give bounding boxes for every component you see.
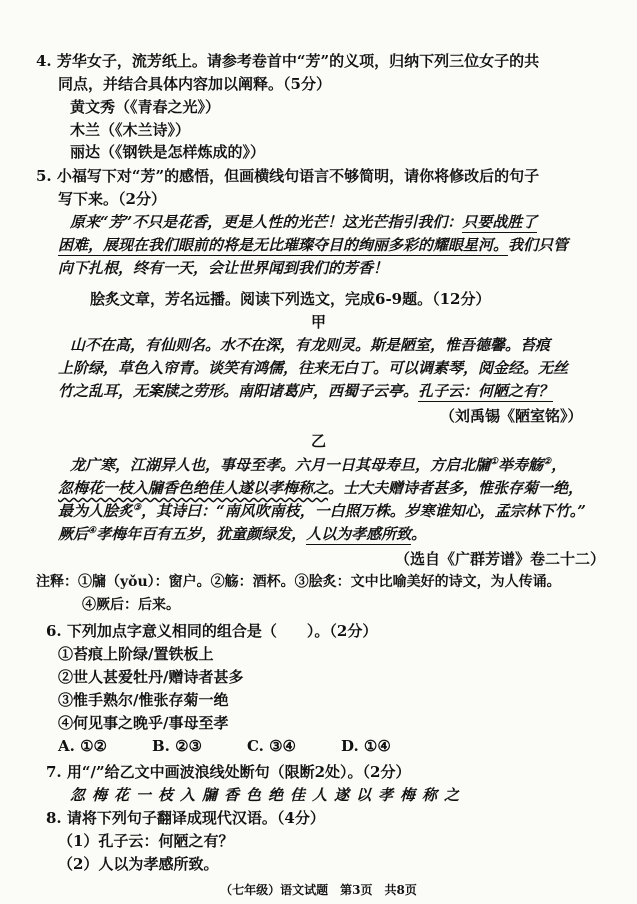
passage-jia-line3 bbox=[58, 380, 553, 402]
q4-item-1: 黄文秀（《青春之光》） bbox=[70, 98, 221, 116]
passage-yi-source: （选自《广群芳谱》卷二十二） bbox=[395, 550, 606, 568]
q4-item-2: 木兰（《木兰诗》） bbox=[70, 121, 191, 139]
note-marker: ④ bbox=[88, 526, 97, 536]
reading-intro: 脍炙文章，芳名远播。阅读下列选文，完成6-9题。（12分） bbox=[90, 290, 491, 308]
passage-yi-line2 bbox=[58, 477, 583, 499]
q8-stem: 8. 请将下列句子翻译成现代汉语。（4分） bbox=[46, 809, 325, 827]
q7-stem: 7. 用“/”给乙文中画波浪线处断句（限断2处）。（2分） bbox=[46, 763, 411, 781]
passage-jia-underlined: 孔子云：何陋之有？ bbox=[418, 382, 554, 400]
q6-option-2: ②世人甚爱牡丹/赠诗者甚多 bbox=[58, 668, 244, 686]
q4-stem-line1: 4. 芳华女子，流芳纸上。请参考卷首中“芳”的义项，归纳下列三位女子的共 bbox=[36, 52, 540, 70]
passage-jia-line2: 上阶绿，草色入帘青。谈笑有鸿儒，往来无白丁。可以调素琴，阅金经。无丝 bbox=[58, 359, 569, 377]
notes-line2: ④厥后：后来。 bbox=[82, 597, 180, 613]
note-marker: ② bbox=[543, 457, 552, 467]
passage-jia-text: 竹之乱耳，无案牍之劳形。南阳诸葛庐，西蜀子云亭。 bbox=[58, 382, 419, 400]
q4-stem-line2: 同点，并结合具体内容加以阐释。（5分） bbox=[58, 75, 331, 93]
q5-passage-line3: 向下扎根，终有一天，会让世界闻到我们的芳香！ bbox=[58, 259, 389, 277]
q5-passage-text: 我们只管 bbox=[508, 236, 569, 254]
page-footer: （七年级）语文试题 第3页 共8页 bbox=[220, 883, 417, 897]
q8-sentence-2: （2）人以为孝感所致。 bbox=[58, 855, 219, 873]
passage-yi-text: ，其诗曰：“南风吹南枝，一白照万株。岁寒谁知心，孟宗林下竹。” bbox=[141, 502, 586, 520]
passage-yi-line3 bbox=[58, 500, 586, 522]
q5-stem-line1: 5. 小福写下对“芳”的感悟，但画横线句语言不够简明，请你将修改后的句子 bbox=[36, 167, 540, 185]
passage-yi-text: 厥后 bbox=[58, 525, 89, 543]
q5-passage-text: 原来“芳”不只是花香，更是人性的光芒！这光芒指引我们： bbox=[70, 213, 463, 231]
q5-underlined-sentence-cont: 困难，展现在我们眼前的将是无比璀璨夺目的绚丽多彩的耀眼星河。 bbox=[58, 236, 509, 254]
passage-yi-heading: 乙 bbox=[310, 432, 326, 450]
q6-option-3: ③惟手熟尔/惟张存菊一绝 bbox=[58, 691, 229, 709]
passage-jia-line1: 山不在高，有仙则名。水不在深，有龙则灵。斯是陋室，惟吾德馨。苔痕 bbox=[70, 336, 551, 354]
q5-passage-line1 bbox=[70, 211, 537, 233]
q6-stem: 6. 下列加点字意义相同的组合是（ ）。（2分） bbox=[46, 622, 378, 640]
passage-yi-underlined: 人以为孝感所致 bbox=[306, 525, 412, 543]
q7-sentence: 忽梅花一枝入牖香色绝佳人遂以孝梅称之 bbox=[70, 786, 467, 804]
q6-option-4: ④何见事之晚乎/事母至孝 bbox=[58, 714, 229, 732]
passage-yi-text: 龙广寒，江湖异人也，事母至孝。六月一日其母寿旦，方启北牖 bbox=[70, 456, 491, 474]
passage-yi-text: 举寿觞 bbox=[498, 456, 544, 474]
q5-stem-line2: 写下来。（2分） bbox=[58, 190, 166, 208]
note-marker: ① bbox=[490, 457, 499, 467]
passage-yi-text: 最为人脍炙 bbox=[58, 502, 134, 520]
passage-yi-text: 。 bbox=[411, 525, 427, 543]
passage-yi-text: ， bbox=[551, 456, 567, 474]
passage-yi-line4 bbox=[58, 523, 426, 545]
passage-yi-wavy-sentence: 忽梅花一枝入牖香色绝佳人遂以孝梅称之 bbox=[58, 479, 329, 497]
q4-item-3: 丽达（《钢铁是怎样炼成的》） bbox=[70, 143, 266, 161]
passage-yi-text: 孝梅年百有五岁，犹童颜绿发， bbox=[96, 525, 307, 543]
q5-underlined-sentence: 只要战胜了 bbox=[462, 213, 538, 231]
note-marker: ③ bbox=[133, 503, 142, 513]
passage-jia-heading: 甲 bbox=[310, 313, 326, 331]
passage-jia-source: （刘禹锡《陋室铭》） bbox=[440, 407, 583, 425]
passage-yi-text: 。士大夫赠诗者甚多，惟张存菊一绝， bbox=[328, 479, 584, 497]
q5-passage-line2 bbox=[58, 234, 568, 256]
q8-sentence-1: （1）孔子云：何陋之有？ bbox=[58, 832, 234, 850]
notes-line1: 注释：①牖（yǒu）：窗户。②觞：酒杯。③脍炙：文中比喻美好的诗文，为人传诵。 bbox=[36, 574, 561, 590]
passage-yi-line1 bbox=[70, 454, 566, 476]
q6-choices: A. ①② B. ②③ C. ③④ D. ①④ bbox=[58, 737, 391, 755]
q6-option-1: ①苔痕上阶绿/置铁板上 bbox=[58, 645, 214, 663]
